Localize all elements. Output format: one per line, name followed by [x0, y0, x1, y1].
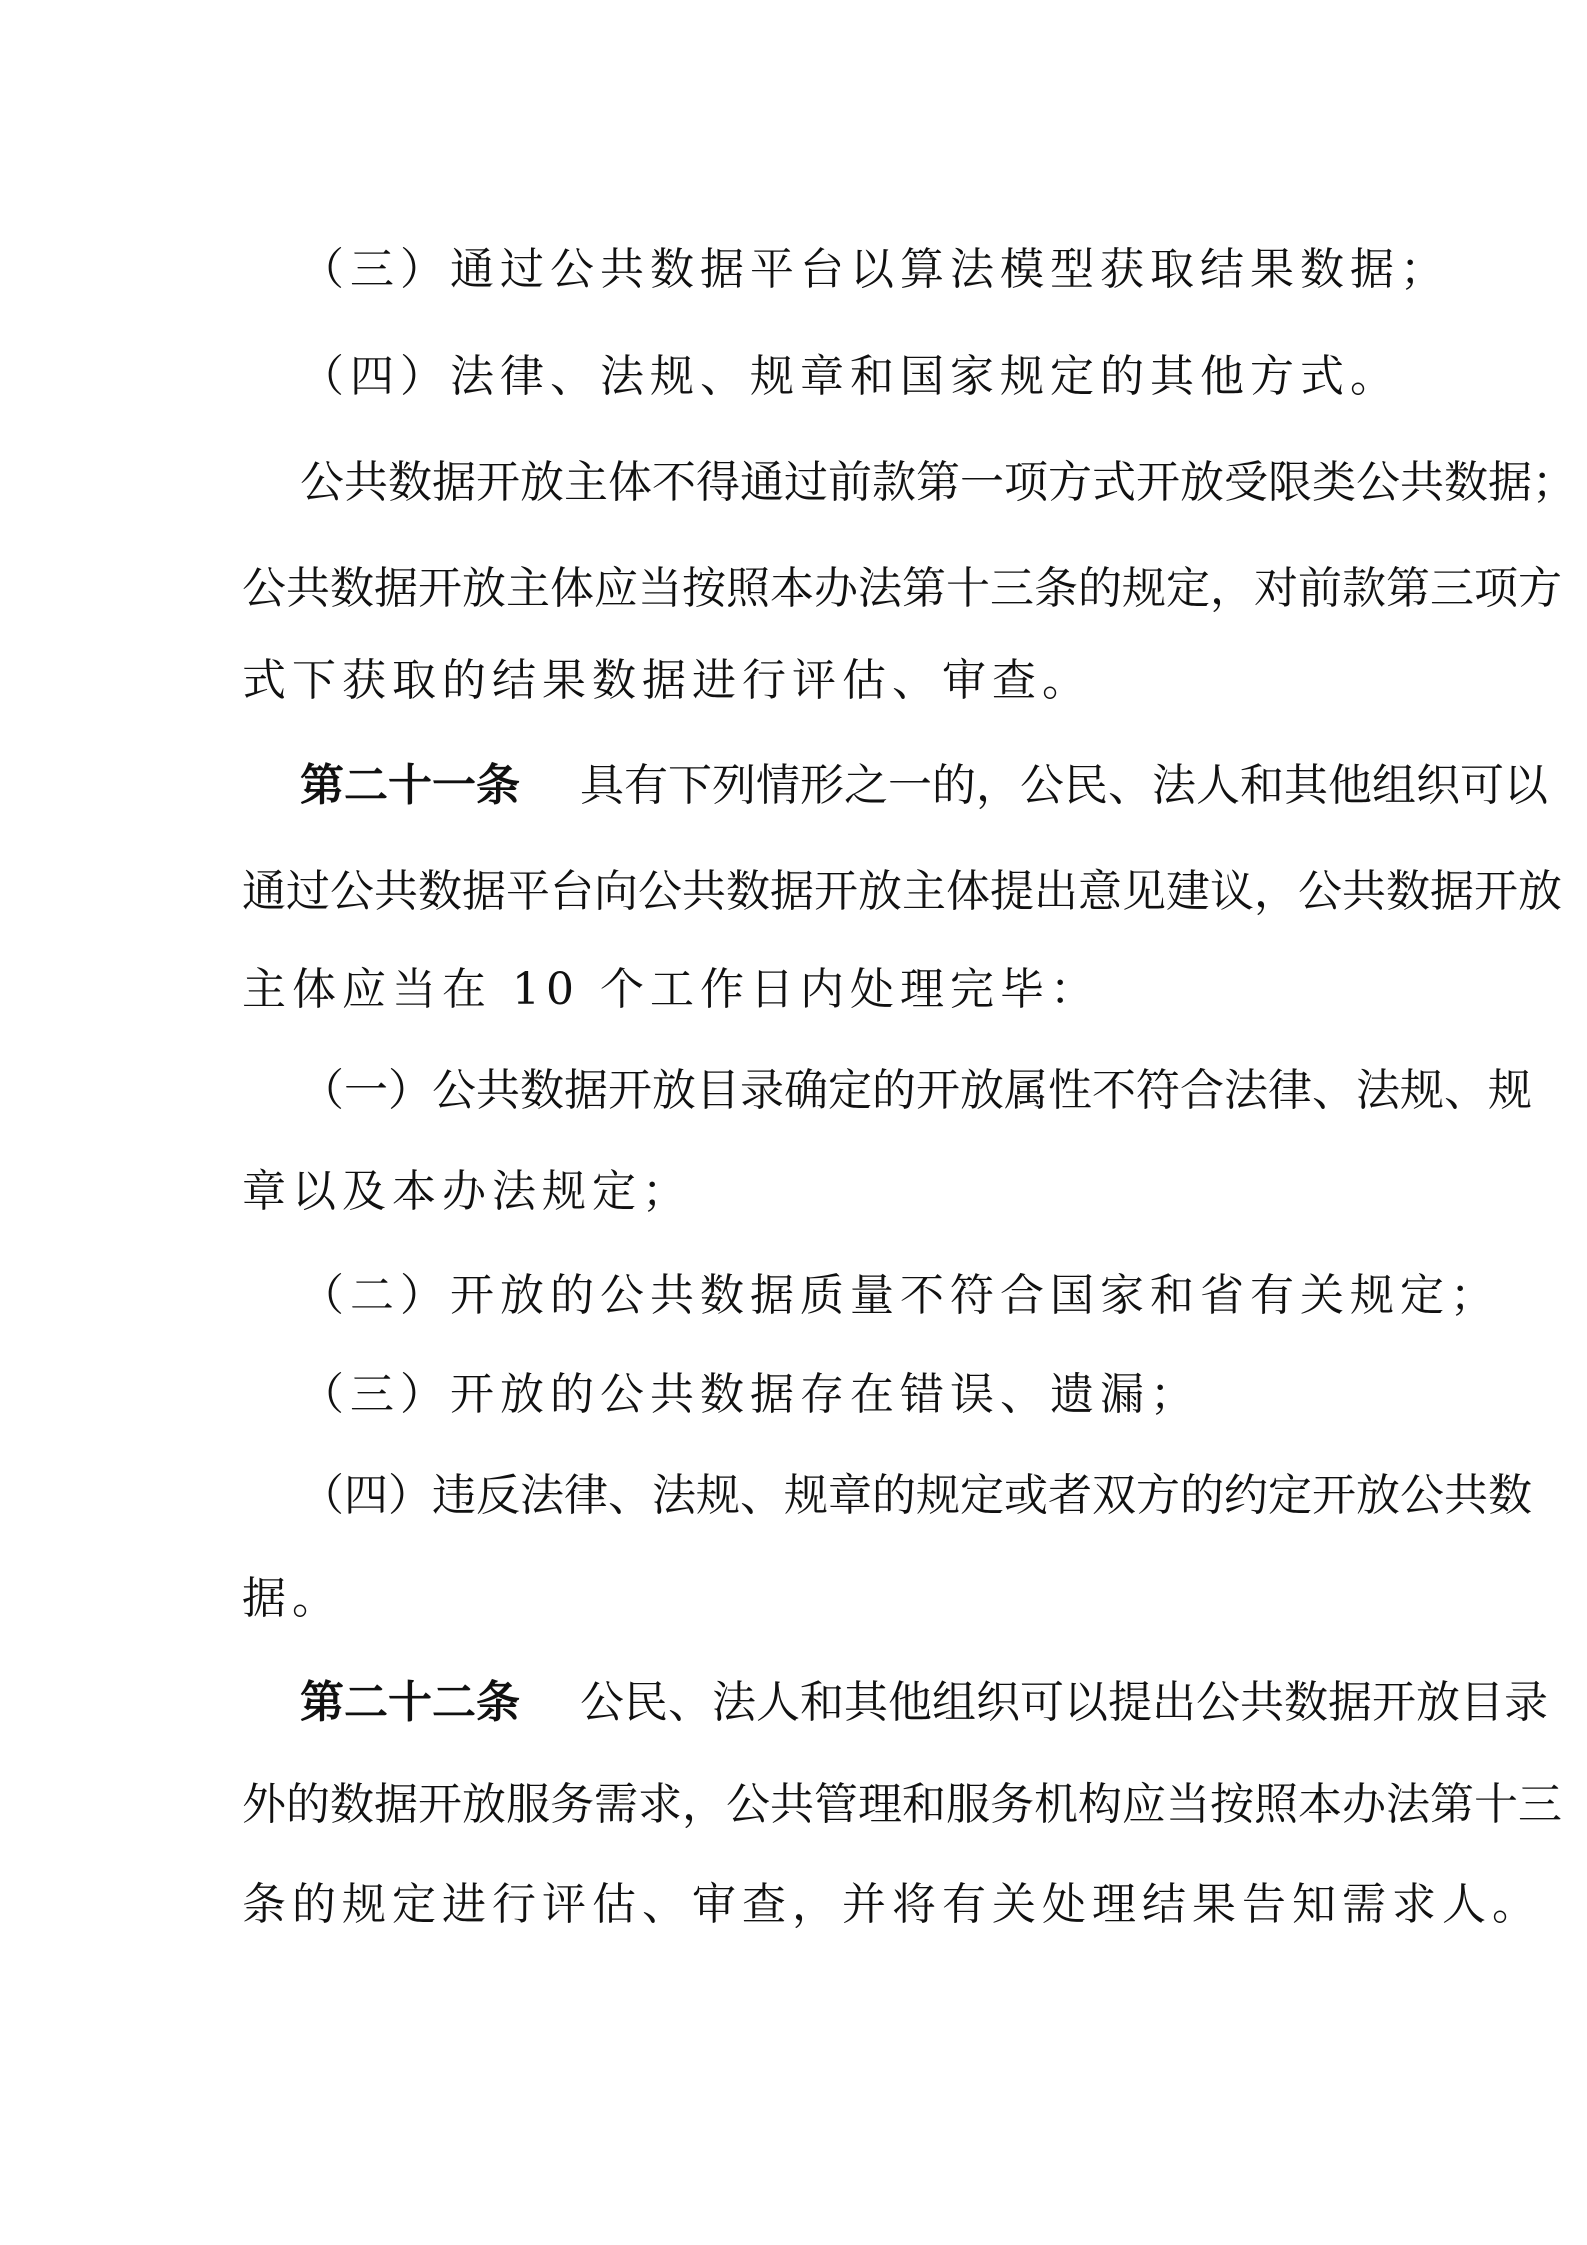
paragraph-line: 主体应当在 10 个工作日内处理完毕： [242, 964, 1100, 1015]
paragraph-line: 条的规定进行评估、审查，并将有关处理结果告知需求人。 [242, 1879, 1542, 1930]
paragraph-line: 公共数据开放主体应当按照本办法第十三条的规定，对前款第三项方 [242, 563, 1562, 614]
paragraph-line: 章以及本办法规定； [242, 1166, 692, 1217]
paragraph-line: 外的数据开放服务需求，公共管理和服务机构应当按照本办法第十三 [242, 1779, 1562, 1830]
item-4b-line: （四）违反法律、法规、规章的规定或者双方的约定开放公共数 [300, 1470, 1532, 1521]
item-3-line: （三）通过公共数据平台以算法模型获取结果数据； [300, 244, 1450, 295]
paragraph-line: 据。 [242, 1573, 342, 1624]
article-22-first-line [300, 1677, 1548, 1729]
paragraph-line: 通过公共数据平台向公共数据开放主体提出意见建议，公共数据开放 [242, 866, 1562, 917]
article-22-text: 公民、法人和其他组织可以提出公共数据开放目录 [580, 1677, 1548, 1728]
paragraph-line: 公共数据开放主体不得通过前款第一项方式开放受限类公共数据； [300, 457, 1576, 508]
item-3b-line: （三）开放的公共数据存在错误、遗漏； [300, 1369, 1200, 1420]
item-2-line: （二）开放的公共数据质量不符合国家和省有关规定； [300, 1270, 1500, 1321]
article-21-heading: 第二十一条 [300, 760, 520, 811]
article-21-text: 具有下列情形之一的，公民、法人和其他组织可以 [580, 760, 1548, 811]
item-1-line: （一）公共数据开放目录确定的开放属性不符合法律、法规、规 [300, 1065, 1532, 1116]
article-22-heading: 第二十二条 [300, 1677, 520, 1728]
paragraph-line: 式下获取的结果数据进行评估、审查。 [242, 655, 1092, 706]
item-4-line: （四）法律、法规、规章和国家规定的其他方式。 [300, 351, 1400, 402]
article-21-first-line [300, 760, 1548, 812]
